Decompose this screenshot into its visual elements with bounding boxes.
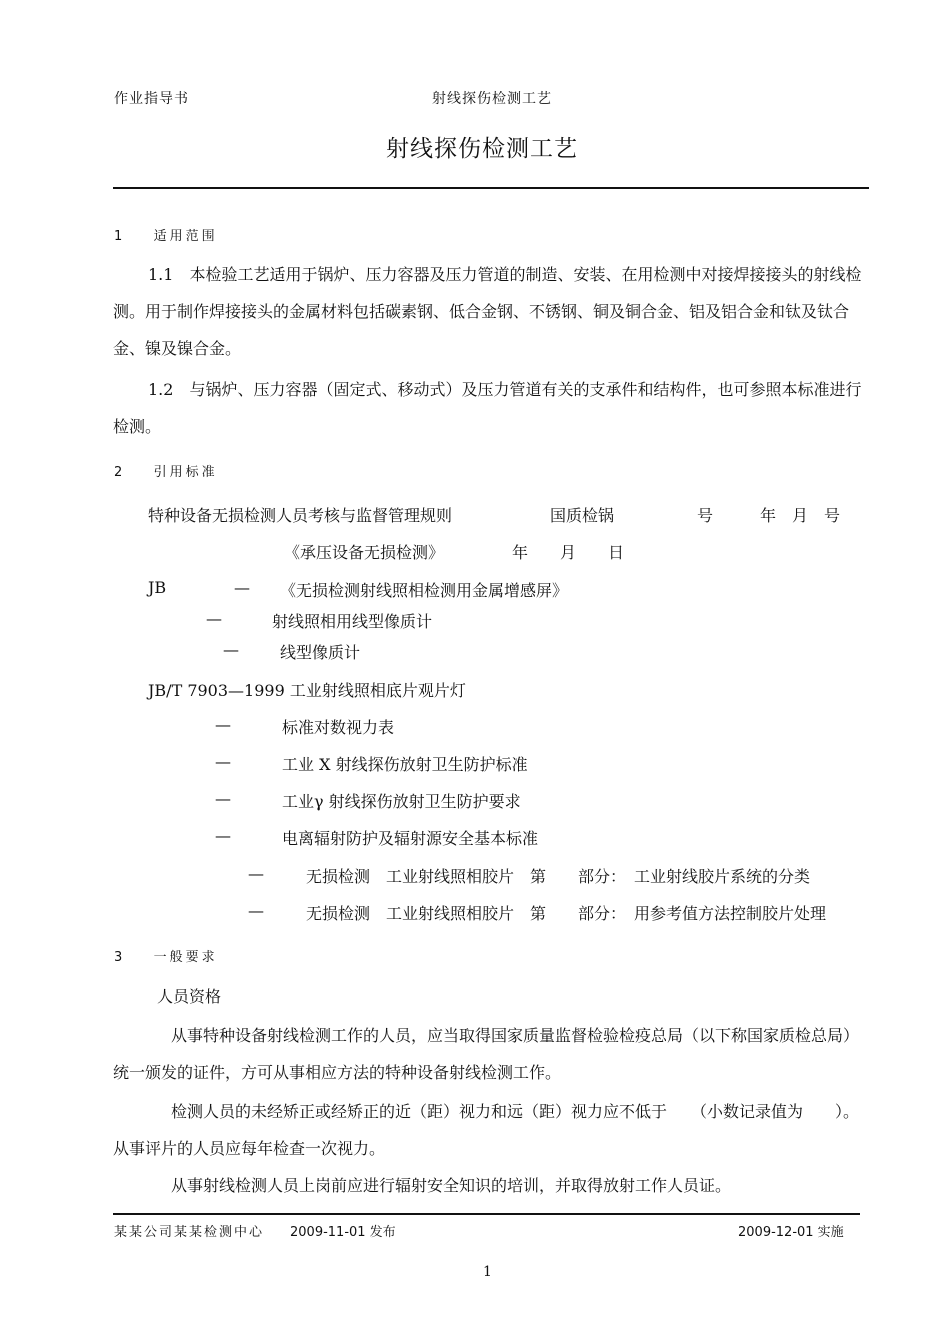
paragraph-3-3: 从事射线检测人员上岗前应进行辐射安全知识的培训，并取得放射工作人员证。 bbox=[171, 1176, 732, 1195]
ref-4-dash: — bbox=[206, 609, 222, 628]
section-number: 1 bbox=[114, 229, 126, 244]
ref-11-dash: — bbox=[248, 864, 264, 883]
ref-4-title: 射线照相用线型像质计 bbox=[272, 612, 433, 631]
page-title: 射线探伤检测工艺 bbox=[386, 136, 578, 162]
section-title: 引用标准 bbox=[153, 465, 218, 480]
footer-org: 某某公司某某检测中心 bbox=[114, 1225, 265, 1240]
ref-7-dash: — bbox=[215, 715, 231, 734]
ref-9-dash: — bbox=[215, 789, 231, 808]
ref-5-dash: — bbox=[223, 640, 239, 659]
ref-2-title: 《承压设备无损检测》 bbox=[284, 543, 445, 562]
page-number: 1 bbox=[483, 1264, 492, 1280]
ref-8-title: 工业 X 射线探伤放射卫生防护标准 bbox=[282, 755, 528, 774]
footer-rule bbox=[113, 1213, 860, 1215]
ref-10-title: 电离辐射防护及辐射源安全基本标准 bbox=[282, 829, 539, 848]
paragraph-3-1: 从事特种设备射线检测工作的人员，应当取得国家质量监督检验检疫总局（以下称国家质检总局）统一颁发的证件，方可从事相应方法的特种设备射线检测工作。 bbox=[113, 1026, 860, 1082]
section-number: 3 bbox=[114, 950, 126, 965]
header-left: 作业指导书 bbox=[114, 91, 189, 107]
header-center: 射线探伤检测工艺 bbox=[432, 91, 552, 107]
section-2-heading bbox=[114, 461, 218, 480]
footer-issue-date: 2009-11-01 发布 bbox=[290, 1225, 396, 1240]
ref-5-title: 线型像质计 bbox=[280, 643, 361, 662]
ref-1-no: 号 bbox=[697, 506, 714, 525]
ref-2-date: 年 月 日 bbox=[512, 543, 625, 562]
section-1-heading bbox=[114, 225, 218, 244]
section-title: 一般要求 bbox=[153, 950, 218, 965]
ref-3-code: JB bbox=[148, 578, 167, 597]
ref-1-doc: 国质检锅 bbox=[550, 506, 615, 525]
ref-1-date: 年 月 号 bbox=[760, 506, 841, 525]
ref-6: JB/T 7903—1999 工业射线照相底片观片灯 bbox=[148, 681, 466, 700]
footer-effective-date: 2009-12-01 实施 bbox=[738, 1225, 844, 1240]
title-rule bbox=[113, 187, 869, 189]
paragraph-1-1: 1.1 本检验工艺适用于锅炉、压力容器及压力管道的制造、安装、在用检测中对接焊接接头的射线检测。用于制作焊接接头的金属材料包括碳素钢、低合金钢、不锈钢、铜及铜合金、铝及铝合金和钛及钛合金、镍及镍合金。 bbox=[113, 265, 862, 358]
ref-3-title: 《无损检测射线照相检测用金属增感屏》 bbox=[280, 581, 569, 600]
ref-12-title: 无损检测 工业射线照相胶片 第 部分： 用参考值方法控制胶片处理 bbox=[306, 904, 827, 923]
ref-3-dash: — bbox=[234, 578, 250, 597]
subsection-title: 人员资格 bbox=[157, 987, 222, 1006]
ref-7-title: 标准对数视力表 bbox=[282, 718, 395, 737]
section-number: 2 bbox=[114, 465, 126, 480]
ref-12-dash: — bbox=[248, 901, 264, 920]
paragraph-3-2: 检测人员的未经矫正或经矫正的近（距）视力和远（距）视力应不低于 （小数记录值为 ）。从事评片的人员应每年检查一次视力。 bbox=[113, 1102, 860, 1158]
section-3-heading bbox=[114, 946, 218, 965]
ref-10-dash: — bbox=[215, 826, 231, 845]
ref-11-title: 无损检测 工业射线照相胶片 第 部分： 工业射线胶片系统的分类 bbox=[306, 867, 811, 886]
paragraph-1-2: 1.2 与锅炉、压力容器（固定式、移动式）及压力管道有关的支承件和结构件，也可参照本标准进行检测。 bbox=[113, 380, 862, 436]
section-title: 适用范围 bbox=[153, 229, 218, 244]
ref-9-title: 工业γ 射线探伤放射卫生防护要求 bbox=[282, 792, 521, 811]
ref-8-dash: — bbox=[215, 752, 231, 771]
ref-1-title: 特种设备无损检测人员考核与监督管理规则 bbox=[148, 506, 453, 525]
